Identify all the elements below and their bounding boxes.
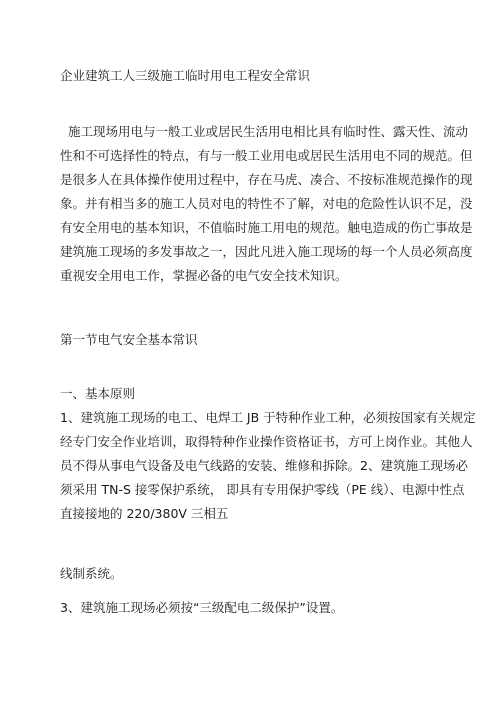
body-line-2: 经专门安全作业培训，取得特种作业操作资格证书，方可上岗作业。其他人 [60,434,473,449]
intro-line-2: 性和不可选择性的特点，有与一般工业用电或居民生活用电不同的规范。但 [60,148,473,163]
sub-heading: 一、基本原则 [60,386,136,401]
intro-line-3: 是很多人在具体操作使用过程中，存在马虎、凑合、不按标准规范操作的现 [60,172,473,187]
body-line-5: 直接接地的 220/380V 三相五 [60,506,229,521]
document-title: 企业建筑工人三级施工临时用电工程安全常识 [60,68,311,83]
body-line-4: 须采用 TN-S 接零保护系统， 即具有专用保护零线（PE 线）、电源中性点 [60,482,465,497]
body-line-1: 1、建筑施工现场的电工、电焊工 JB 于特种作业工种，必须按国家有关规定 [60,410,476,425]
item-3-line: 3、建筑施工现场必须按“三级配电二级保护”设置。 [60,600,344,615]
continuation-line: 线制系统。 [60,566,123,581]
intro-line-7: 重视安全用电工作，掌握必备的电气安全技术知识。 [60,268,348,283]
section-heading: 第一节电气安全基本常识 [60,332,198,347]
intro-line-6: 建筑施工现场的多发事故之一，因此凡进入施工现场的每一个人员必须高度 [60,244,473,259]
intro-line-5: 有安全用电的基本知识，不值临时施工用电的规范。触电造成的伤亡事故是 [60,220,473,235]
intro-line-1: 施工现场用电与一般工业或居民生活用电相比具有临时性、露天性、流动 [68,124,469,139]
body-line-3: 员不得从事电气设备及电气线路的安装、维修和拆除。2、建筑施工现场必 [60,458,468,473]
intro-line-4: 象。并有相当多的施工人员对电的特性不了解，对电的危险性认识不足，没 [60,196,473,211]
